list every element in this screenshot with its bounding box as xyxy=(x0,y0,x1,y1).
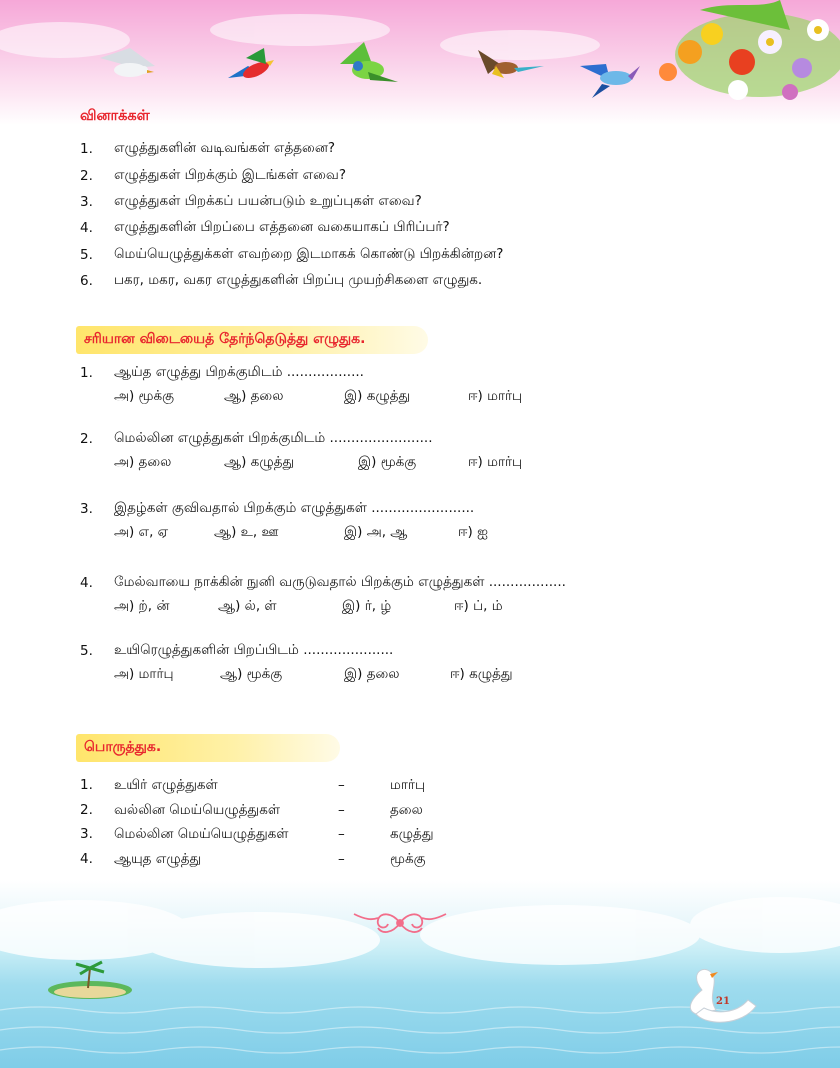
mcq-option: ஈ) கழுத்து xyxy=(450,666,513,682)
mcq-heading: சரியான விடையைத் தேர்ந்தெடுத்து எழுதுக. xyxy=(84,331,366,347)
mcq-option: ஆ) மூக்கு xyxy=(220,666,283,682)
match-row xyxy=(80,799,680,824)
page-number: 21 xyxy=(716,996,730,1007)
mcq-number: 5. xyxy=(80,643,93,659)
mcq-option: அ) ற், ன் xyxy=(114,598,170,614)
mcq-number: 4. xyxy=(80,575,93,591)
match-right: கழுத்து xyxy=(390,826,434,842)
mcq-option: அ) தலை xyxy=(114,454,172,470)
question-number: 4. xyxy=(80,220,93,237)
question-number: 1. xyxy=(80,141,93,158)
mcq-option: இ) தலை xyxy=(344,666,400,682)
match-number: 2. xyxy=(80,801,93,818)
mcq-option: ஈ) மார்பு xyxy=(468,388,523,404)
match-left: மெல்லின மெய்யெழுத்துகள் xyxy=(114,826,289,842)
question-item xyxy=(80,242,780,268)
question-item xyxy=(80,189,780,215)
mcq-option: ஆ) கழுத்து xyxy=(224,454,295,470)
mcq-option: இ) அ, ஆ xyxy=(344,524,408,540)
question-text: எழுத்துகளின் பிறப்பை எத்தனை வகையாகப் பிரிப்பர்? xyxy=(114,219,450,236)
mcq-option: ஈ) ஐ xyxy=(458,524,488,540)
mcq-question: மேல்வாயை நாக்கின் நுனி வருடுவதால் பிறக்கும் எழுத்துகள் .................. xyxy=(114,574,566,590)
match-heading: பொருத்துக. xyxy=(84,739,162,755)
mcq-option: ஈ) ப், ம் xyxy=(454,598,503,614)
question-item xyxy=(80,136,780,162)
match-dash: – xyxy=(338,801,345,818)
match-number: 3. xyxy=(80,826,93,842)
mcq-question: உயிரெழுத்துகளின் பிறப்பிடம் ..................... xyxy=(114,642,394,658)
mcq-item xyxy=(80,640,780,690)
match-left: உயிர் எழுத்துகள் xyxy=(114,777,218,793)
mcq-number: 3. xyxy=(80,501,93,517)
question-number: 2. xyxy=(80,167,93,184)
mcq-option: ஆ) தலை xyxy=(224,388,284,404)
mcq-option: அ) மார்பு xyxy=(114,666,174,682)
questions-heading: வினாக்கள் xyxy=(80,108,150,124)
question-text: எழுத்துகள் பிறக்கும் இடங்கள் எவை? xyxy=(114,166,346,183)
mcq-item xyxy=(80,428,780,478)
match-number: 1. xyxy=(80,777,93,793)
match-left: வல்லின மெய்யெழுத்துகள் xyxy=(114,801,281,818)
question-text: மெய்யெழுத்துக்கள் எவற்றை இடமாகக் கொண்டு பிறக்கின்றன? xyxy=(114,245,504,262)
question-number: 6. xyxy=(80,273,93,290)
mcq-option: இ) மூக்கு xyxy=(358,454,417,470)
mcq-item xyxy=(80,498,780,548)
question-item xyxy=(80,215,780,241)
mcq-option: இ) கழுத்து xyxy=(344,388,411,404)
mcq-item xyxy=(80,572,780,622)
match-left: ஆயுத எழுத்து xyxy=(114,850,202,867)
mcq-option: அ) எ, ஏ xyxy=(114,524,169,540)
match-row xyxy=(80,774,680,799)
mcq-number: 1. xyxy=(80,365,93,381)
mcq-item xyxy=(80,362,780,412)
mcq-option: ஆ) உ, ஊ xyxy=(214,524,279,540)
mcq-option: ஈ) மார்பு xyxy=(468,454,523,470)
match-heading-banner xyxy=(76,734,340,762)
match-right: மூக்கு xyxy=(390,850,426,867)
mcq-heading-banner xyxy=(76,326,428,354)
questions-list xyxy=(80,136,780,294)
mcq-question: இதழ்கள் குவிவதால் பிறக்கும் எழுத்துகள் ........................ xyxy=(114,500,475,516)
question-text: பகர, மகர, வகர எழுத்துகளின் பிறப்பு முயற்சிகளை எழுதுக. xyxy=(114,272,483,289)
mcq-option: இ) ர், ழ் xyxy=(342,598,392,614)
question-item xyxy=(80,162,780,188)
match-row xyxy=(80,848,680,873)
question-text: எழுத்துகள் பிறக்கப் பயன்படும் உறுப்புகள் எவை? xyxy=(114,192,422,209)
mcq-option: ஆ) ல், ள் xyxy=(218,598,277,614)
match-right: தலை xyxy=(390,801,423,818)
question-number: 5. xyxy=(80,246,93,263)
question-number: 3. xyxy=(80,193,93,210)
mcq-number: 2. xyxy=(80,431,93,447)
question-item xyxy=(80,268,780,294)
mcq-question: ஆய்த எழுத்து பிறக்குமிடம் .................. xyxy=(114,364,364,380)
match-dash: – xyxy=(338,850,345,867)
question-text: எழுத்துகளின் வடிவங்கள் எத்தனை? xyxy=(114,140,336,157)
match-dash: – xyxy=(338,826,345,842)
match-dash: – xyxy=(338,777,345,793)
match-number: 4. xyxy=(80,850,93,867)
mcq-option: அ) மூக்கு xyxy=(114,388,175,404)
match-list xyxy=(80,774,680,872)
mcq-question: மெல்லின எழுத்துகள் பிறக்குமிடம் ........................ xyxy=(114,430,433,446)
match-right: மார்பு xyxy=(390,777,426,793)
match-row xyxy=(80,823,680,848)
